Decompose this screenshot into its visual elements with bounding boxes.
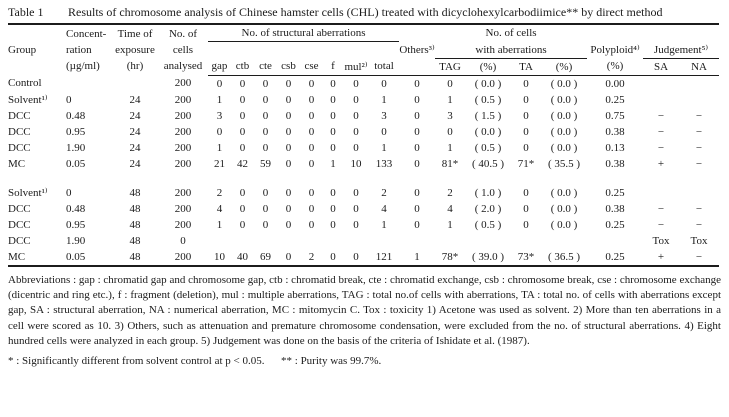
cell-sa: +	[657, 157, 665, 170]
cell-cse: 0	[308, 186, 315, 199]
col-header-concentration: Concent- ration (µg/ml)	[66, 28, 107, 72]
cell-cells-analysed: 200	[174, 202, 192, 215]
cell-cells-analysed: 200	[174, 157, 192, 170]
cell-gap: 0	[216, 125, 223, 138]
col-header-polyploid-pct: (%)	[587, 58, 643, 75]
cell-f: 0	[330, 141, 336, 154]
col-header-polyploid-spacer	[587, 24, 643, 42]
cell-ta-pct: ( 35.5 )	[547, 157, 581, 170]
cell-cells-analysed: 200	[174, 186, 192, 199]
cell-csb: 0	[285, 93, 292, 106]
col-header-group: Group	[8, 44, 37, 56]
cell-cells-analysed: 200	[174, 218, 192, 231]
cell-group: DCC	[8, 218, 31, 231]
cell-mul: 0	[353, 218, 359, 231]
cell-total: 1	[381, 93, 387, 106]
cell-f: 0	[330, 218, 336, 231]
cell-cse: 0	[308, 157, 315, 170]
cell-time	[112, 75, 158, 92]
table-row	[8, 156, 719, 172]
cell-na: −	[695, 157, 703, 170]
cell-cells-analysed: 200	[174, 141, 192, 154]
col-header-ta-pct: (%)	[541, 58, 587, 75]
cell-gap: 2	[216, 186, 223, 199]
cell-ctb: 0	[239, 125, 246, 138]
cell-polyploid-pct: 0.25	[605, 186, 625, 199]
table-row	[8, 185, 719, 201]
col-header-cells-with-aberrations-line1: No. of cells	[485, 27, 537, 40]
cell-tag: 4	[447, 202, 453, 215]
col-header-time: Time of exposure (hr)	[115, 28, 155, 72]
cell-na	[679, 185, 719, 201]
cell-total: 1	[381, 218, 387, 231]
cell-na: −	[695, 125, 703, 138]
cell-f: 0	[330, 109, 336, 122]
cell-tag-pct: ( 0.0 )	[474, 77, 502, 90]
cell-csb	[277, 233, 300, 249]
cell-cse: 2	[308, 250, 315, 263]
cell-total	[369, 233, 399, 249]
col-header-ta: TA	[511, 58, 541, 75]
cell-mul: 0	[353, 93, 359, 106]
cell-f: 0	[330, 202, 336, 215]
cell-cells-analysed: 200	[174, 93, 192, 106]
col-header-na: NA	[679, 58, 719, 75]
cell-concentration: 0.95	[66, 218, 86, 231]
cell-csb: 0	[285, 157, 292, 170]
cell-polyploid-pct: 0.38	[605, 202, 625, 215]
cell-ta: 71*	[517, 157, 535, 170]
cell-mul	[343, 233, 369, 249]
cell-ta-pct: ( 0.0 )	[550, 202, 578, 215]
cell-csb: 0	[285, 218, 292, 231]
cell-cte: 69	[260, 250, 271, 263]
cell-tag: 81*	[441, 157, 459, 170]
footnote-significance: * : Significantly different from solvent control at p < 0.05. ** : Purity was 99.7%.	[8, 354, 382, 367]
cell-ta: 0	[523, 218, 529, 231]
cell-mul: 0	[353, 77, 359, 90]
cell-concentration: 0.05	[66, 250, 86, 263]
cell-cells-analysed: 0	[180, 234, 186, 247]
cell-ta: 0	[523, 125, 529, 138]
cell-cse: 0	[308, 125, 315, 138]
cell-ctb: 40	[237, 250, 248, 263]
cell-cells-analysed: 200	[174, 77, 192, 90]
cell-ta: 0	[523, 202, 529, 215]
table-row	[8, 92, 719, 108]
cell-csb: 0	[285, 109, 292, 122]
cell-concentration: 1.90	[66, 141, 86, 154]
table-caption	[0, 0, 729, 20]
cell-cte: 0	[262, 77, 269, 90]
cell-na: −	[695, 250, 703, 263]
cell-tag: 0	[447, 125, 453, 138]
cell-tag	[435, 233, 465, 249]
cell-na: −	[695, 202, 703, 215]
cell-others	[399, 233, 435, 249]
table-header	[8, 24, 719, 75]
cell-sa: −	[657, 141, 665, 154]
cell-polyploid-pct: 0.38	[605, 157, 625, 170]
cell-ta-pct: ( 0.0 )	[550, 218, 578, 231]
cell-ta: 0	[523, 186, 529, 199]
cell-tag: 2	[447, 186, 453, 199]
cell-cte: 0	[262, 93, 269, 106]
cell-others: 0	[414, 77, 420, 90]
cell-others: 0	[414, 186, 420, 199]
cell-ta-pct: ( 0.0 )	[550, 141, 578, 154]
col-header-judgement: Judgement⁵⁾	[643, 42, 719, 59]
cell-cells-analysed: 200	[174, 250, 192, 263]
cell-mul: 0	[353, 125, 359, 138]
cell-others: 0	[414, 125, 420, 138]
cell-time: 48	[129, 250, 141, 263]
cell-ctb: 42	[237, 157, 248, 170]
cell-group: DCC	[8, 234, 31, 247]
cell-gap: 1	[216, 218, 223, 231]
cell-cse: 0	[308, 202, 315, 215]
cell-polyploid-pct	[587, 233, 643, 249]
cell-gap: 3	[216, 109, 223, 122]
cell-f	[323, 233, 343, 249]
cell-ta-pct: ( 0.0 )	[550, 125, 578, 138]
table-row	[8, 108, 719, 124]
col-header-gap: gap	[208, 58, 231, 75]
cell-tag: 78*	[441, 250, 459, 263]
col-header-cte: cte	[254, 58, 277, 75]
footnotes	[8, 273, 721, 369]
results-table	[8, 23, 719, 267]
cell-total: 1	[381, 141, 387, 154]
cell-tag: 1	[447, 141, 453, 154]
cell-group: DCC	[8, 125, 31, 138]
cell-concentration: 0.05	[66, 157, 86, 170]
cell-ta: 0	[523, 141, 529, 154]
cell-time: 48	[129, 218, 141, 231]
cell-mul: 0	[353, 141, 359, 154]
cell-others: 0	[414, 202, 420, 215]
col-header-tag: TAG	[435, 58, 465, 75]
cell-tag-pct: ( 2.0 )	[474, 202, 502, 215]
table-row	[8, 124, 719, 140]
cell-others: 0	[414, 109, 420, 122]
cell-csb: 0	[285, 202, 292, 215]
cell-tag-pct: ( 0.5 )	[474, 93, 502, 106]
cell-concentration	[66, 75, 112, 92]
cell-mul: 10	[350, 157, 362, 170]
cell-group: DCC	[8, 202, 31, 215]
cell-ctb: 0	[239, 218, 246, 231]
cell-concentration: 0	[66, 93, 72, 106]
cell-csb: 0	[285, 77, 292, 90]
cell-ta	[511, 233, 541, 249]
cell-total: 3	[381, 109, 387, 122]
cell-na: Tox	[690, 234, 708, 247]
cell-f: 0	[330, 125, 336, 138]
cell-tag-pct	[465, 233, 511, 249]
cell-polyploid-pct: 0.25	[605, 93, 625, 106]
cell-gap: 1	[216, 141, 223, 154]
cell-ta-pct	[541, 233, 587, 249]
cell-others: 0	[414, 218, 420, 231]
cell-mul: 0	[353, 250, 359, 263]
table-row	[8, 249, 719, 266]
cell-time: 48	[129, 186, 141, 199]
cell-ta: 0	[523, 77, 529, 90]
cell-ta: 0	[523, 109, 529, 122]
cell-f: 0	[330, 93, 336, 106]
table-body	[8, 75, 719, 266]
cell-total: 4	[381, 202, 387, 215]
cell-polyploid-pct: 0.25	[605, 218, 625, 231]
cell-na	[679, 92, 719, 108]
cell-cse	[300, 233, 323, 249]
cell-group: Solvent¹⁾	[8, 94, 48, 106]
cell-gap: 0	[216, 77, 223, 90]
cell-time: 24	[129, 157, 141, 170]
cell-mul: 0	[353, 109, 359, 122]
cell-total: 0	[381, 125, 387, 138]
cell-tag-pct: ( 39.0 )	[471, 250, 505, 263]
cell-ta-pct: ( 36.5 )	[547, 250, 581, 263]
cell-time: 24	[129, 125, 141, 138]
cell-time: 24	[129, 93, 141, 106]
cell-tag-pct: ( 0.5 )	[474, 218, 502, 231]
cell-concentration: 0.48	[66, 109, 86, 122]
cell-cte: 0	[262, 109, 269, 122]
cell-tag-pct: ( 0.5 )	[474, 141, 502, 154]
cell-others: 0	[414, 157, 420, 170]
table-row	[8, 75, 719, 92]
cell-cse: 0	[308, 77, 315, 90]
cell-group: Solvent¹⁾	[8, 187, 48, 199]
cell-cells-analysed: 200	[174, 125, 192, 138]
cell-polyploid-pct: 0.38	[605, 125, 625, 138]
cell-ta-pct: ( 0.0 )	[550, 93, 578, 106]
cell-ta: 0	[523, 93, 529, 106]
cell-csb: 0	[285, 186, 292, 199]
cell-sa	[643, 75, 679, 92]
cell-concentration: 1.90	[66, 234, 86, 247]
cell-gap: 10	[214, 250, 225, 263]
table-row	[8, 233, 719, 249]
cell-na: −	[695, 109, 703, 122]
cell-ta-pct: ( 0.0 )	[550, 77, 578, 90]
cell-sa: +	[657, 250, 665, 263]
cell-ctb: 0	[239, 77, 246, 90]
cell-group: Control	[8, 77, 42, 90]
cell-concentration: 0	[66, 186, 72, 199]
cell-tag: 3	[447, 109, 453, 122]
cell-tag-pct: ( 1.5 )	[474, 109, 502, 122]
col-header-polyploid: Polyploid⁴⁾	[590, 44, 640, 57]
cell-ctb: 0	[239, 186, 246, 199]
cell-mul: 0	[353, 202, 359, 215]
cell-cte: 0	[262, 202, 269, 215]
col-header-cells-with-aberrations-line2: with aberrations	[435, 42, 587, 59]
cell-cse: 0	[308, 93, 315, 106]
cell-cells-analysed: 200	[174, 109, 192, 122]
cell-others: 1	[414, 250, 420, 263]
cell-polyploid-pct: 0.00	[605, 77, 625, 90]
table-caption-text: Results of chromosome analysis of Chinese hamster cells (CHL) treated with dicyclohexylcarbodiimice** by direct method	[68, 5, 663, 19]
cell-total: 133	[375, 157, 393, 170]
col-header-others-spacer	[399, 24, 435, 42]
cell-sa: −	[657, 125, 665, 138]
cell-f: 0	[330, 250, 336, 263]
cell-time: 24	[129, 109, 141, 122]
cell-cte: 0	[262, 141, 269, 154]
cell-gap: 21	[214, 157, 225, 170]
cell-cse: 0	[308, 109, 315, 122]
cell-ctb: 0	[239, 141, 246, 154]
cell-gap: 4	[216, 202, 223, 215]
cell-group: MC	[8, 157, 26, 170]
col-header-sa: SA	[643, 58, 679, 75]
cell-others: 0	[414, 93, 420, 106]
cell-mul: 0	[353, 186, 359, 199]
cell-gap	[208, 233, 231, 249]
col-header-cells-analysed: No. of cells analysed	[163, 28, 203, 72]
cell-time: 48	[129, 234, 141, 247]
cell-sa: −	[657, 202, 665, 215]
cell-ctb	[231, 233, 254, 249]
cell-time: 24	[129, 141, 141, 154]
cell-sa: −	[657, 109, 665, 122]
cell-sa	[643, 92, 679, 108]
cell-tag: 1	[447, 218, 453, 231]
cell-ta-pct: ( 0.0 )	[550, 186, 578, 199]
col-header-ctb: ctb	[231, 58, 254, 75]
cell-f: 0	[330, 77, 336, 90]
col-header-cse: cse	[300, 58, 323, 75]
cell-total: 121	[375, 250, 393, 263]
col-header-others-sub	[399, 58, 435, 75]
cell-sa: −	[657, 218, 665, 231]
cell-polyploid-pct: 0.25	[605, 250, 625, 263]
cell-f: 0	[330, 186, 336, 199]
cell-polyploid-pct: 0.13	[605, 141, 625, 154]
cell-cse: 0	[308, 141, 315, 154]
cell-f: 1	[330, 157, 336, 170]
col-header-f: f	[323, 58, 343, 75]
cell-ta: 73*	[517, 250, 535, 263]
table-row	[8, 140, 719, 156]
table-row	[8, 201, 719, 217]
cell-tag-pct: ( 40.5 )	[471, 157, 505, 170]
cell-cte: 0	[262, 125, 269, 138]
col-header-structural-aberrations: No. of structural aberrations	[208, 24, 399, 42]
cell-cte: 0	[262, 186, 269, 199]
cell-total: 0	[381, 77, 387, 90]
col-header-others: Others³⁾	[399, 44, 435, 57]
cell-ctb: 0	[239, 202, 246, 215]
cell-csb: 0	[285, 141, 292, 154]
col-header-mul: mul²⁾	[343, 58, 369, 75]
cell-time: 48	[129, 202, 141, 215]
table-caption-number: Table 1	[8, 5, 44, 19]
cell-gap: 1	[216, 93, 223, 106]
cell-csb: 0	[285, 125, 292, 138]
cell-na: −	[695, 141, 703, 154]
cell-cte: 59	[260, 157, 271, 170]
block-spacer	[8, 172, 719, 185]
cell-tag: 0	[447, 77, 453, 90]
cell-concentration: 0.95	[66, 125, 86, 138]
cell-polyploid-pct: 0.75	[605, 109, 625, 122]
cell-group: DCC	[8, 109, 31, 122]
col-header-csb: csb	[277, 58, 300, 75]
cell-cse: 0	[308, 218, 315, 231]
cell-ctb: 0	[239, 93, 246, 106]
cell-na	[679, 75, 719, 92]
cell-cte	[254, 233, 277, 249]
cell-total: 2	[381, 186, 387, 199]
cell-cte: 0	[262, 218, 269, 231]
cell-na: −	[695, 218, 703, 231]
table-row	[8, 217, 719, 233]
cell-others: 0	[414, 141, 420, 154]
cell-tag-pct: ( 1.0 )	[474, 186, 502, 199]
col-header-judgement-spacer	[643, 24, 719, 42]
cell-group: DCC	[8, 141, 31, 154]
cell-tag: 1	[447, 93, 453, 106]
cell-ctb: 0	[239, 109, 246, 122]
cell-tag-pct: ( 0.0 )	[474, 125, 502, 138]
structural-spacer	[208, 42, 399, 59]
cell-group: MC	[8, 250, 26, 263]
cell-sa	[643, 185, 679, 201]
cell-ta-pct: ( 0.0 )	[550, 109, 578, 122]
col-header-total: total	[369, 58, 399, 75]
footnote-abbreviations: Abbreviations : gap : chromatid gap and chromosome gap, ctb : chromatid break, cte : chromatid exchange, csb : chromosome break, cse : chromosome exchange (dicentric and ring etc.), f : fragment (deletion), mul : multiple aberrations, TAG : total no.of cells with aberrations, TA : total no. of cells with aberrations except gap, SA : structural aberration, NA : numerical aberration, MC : mitomycin C. Tox : toxicity 1) Acetone was used as solvent. 2) More than ten aberrations in a cell were scored as 10. 3) Others, such as attenuation and premature chromosome condensation, were excluded from the no. of structural aberrations. 4) Eight hundred cells were analyzed in each group. 5) Judgement was done on the basis of the criteria of Ishidate et al. (1987).	[8, 273, 721, 348]
col-header-tag-pct: (%)	[465, 58, 511, 75]
cell-sa: Tox	[652, 234, 670, 247]
cell-csb: 0	[285, 250, 292, 263]
cell-concentration: 0.48	[66, 202, 86, 215]
